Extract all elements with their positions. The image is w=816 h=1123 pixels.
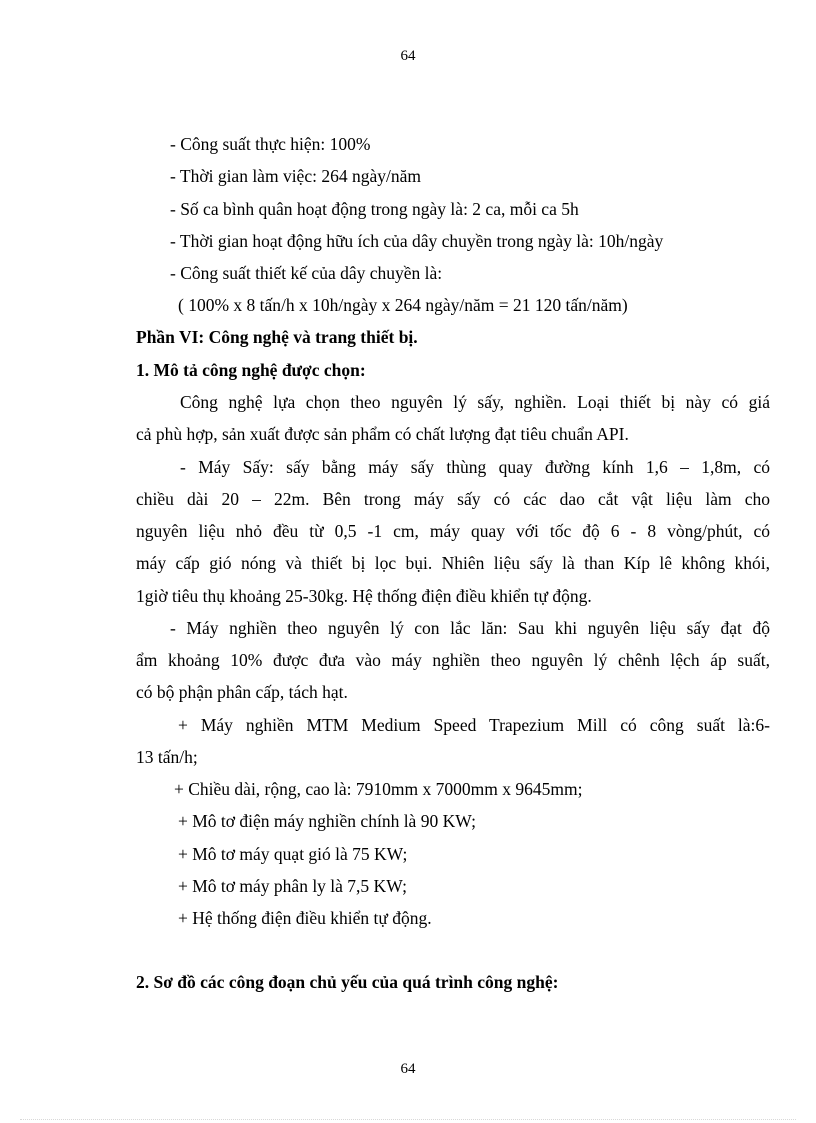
capacity-line-useful-hours: - Thời gian hoạt động hữu ích của dây chuyền trong ngày là: 10h/ngày xyxy=(170,231,664,251)
paragraph-line: - Máy Sấy: sấy bằng máy sấy thùng quay đường kính 1,6 – 1,8m, có xyxy=(180,457,770,477)
paragraph-line: Công nghệ lựa chọn theo nguyên lý sấy, nghiền. Loại thiết bị này có giá xyxy=(180,392,770,412)
page-number-bottom: 64 xyxy=(400,1061,416,1077)
capacity-line-performance: - Công suất thực hiện: 100% xyxy=(170,134,371,154)
capacity-formula: ( 100% x 8 tấn/h x 10h/ngày x 264 ngày/năm = 21 120 tấn/năm) xyxy=(178,295,628,315)
capacity-line-working-days: - Thời gian làm việc: 264 ngày/năm xyxy=(170,166,421,186)
spec-classifier-motor: + Mô tơ máy phân ly là 7,5 KW; xyxy=(178,876,407,896)
spec-fan-motor: + Mô tơ máy quạt gió là 75 KW; xyxy=(178,844,408,864)
page-bottom-divider xyxy=(20,1119,796,1120)
spec-main-motor: + Mô tơ điện máy nghiền chính là 90 KW; xyxy=(178,811,476,831)
paragraph-line: cả phù hợp, sản xuất được sản phẩm có chất lượng đạt tiêu chuẩn API. xyxy=(136,424,629,444)
paragraph-line: chiều dài 20 – 22m. Bên trong máy sấy có các dao cắt vật liệu làm cho xyxy=(136,489,770,509)
spec-mtm-mill-continued: 13 tấn/h; xyxy=(136,747,198,767)
capacity-line-shifts: - Số ca bình quân hoạt động trong ngày là: 2 ca, mỗi ca 5h xyxy=(170,199,579,219)
section-heading-process-diagram: 2. Sơ đồ các công đoạn chủ yếu của quá trình công nghệ: xyxy=(136,972,559,992)
paragraph-line: ẩm khoảng 10% được đưa vào máy nghiền theo nguyên lý chênh lệch áp suất, xyxy=(136,650,770,670)
part-heading: Phần VI: Công nghệ và trang thiết bị. xyxy=(136,327,418,347)
paragraph-line: có bộ phận phân cấp, tách hạt. xyxy=(136,682,348,702)
spec-mtm-mill: + Máy nghiền MTM Medium Speed Trapezium Mill có công suất là:6- xyxy=(178,715,770,735)
spec-dimensions: + Chiều dài, rộng, cao là: 7910mm x 7000mm x 9645mm; xyxy=(174,779,583,799)
capacity-line-design: - Công suất thiết kế của dây chuyền là: xyxy=(170,263,443,283)
page-number-top: 64 xyxy=(400,48,416,64)
paragraph-line: - Máy nghiền theo nguyên lý con lắc lăn: Sau khi nguyên liệu sấy đạt độ xyxy=(170,618,770,638)
paragraph-line: nguyên liệu nhỏ đều từ 0,5 -1 cm, máy quay với tốc độ 6 - 8 vòng/phút, có xyxy=(136,521,770,541)
spec-control-system: + Hệ thống điện điều khiển tự động. xyxy=(178,908,432,928)
paragraph-line: máy cấp gió nóng và thiết bị lọc bụi. Nhiên liệu sấy là than Kíp lê không khói, xyxy=(136,553,770,573)
section-heading-technology: 1. Mô tả công nghệ được chọn: xyxy=(136,360,366,380)
paragraph-line: 1giờ tiêu thụ khoảng 25-30kg. Hệ thống điện điều khiển tự động. xyxy=(136,586,592,606)
